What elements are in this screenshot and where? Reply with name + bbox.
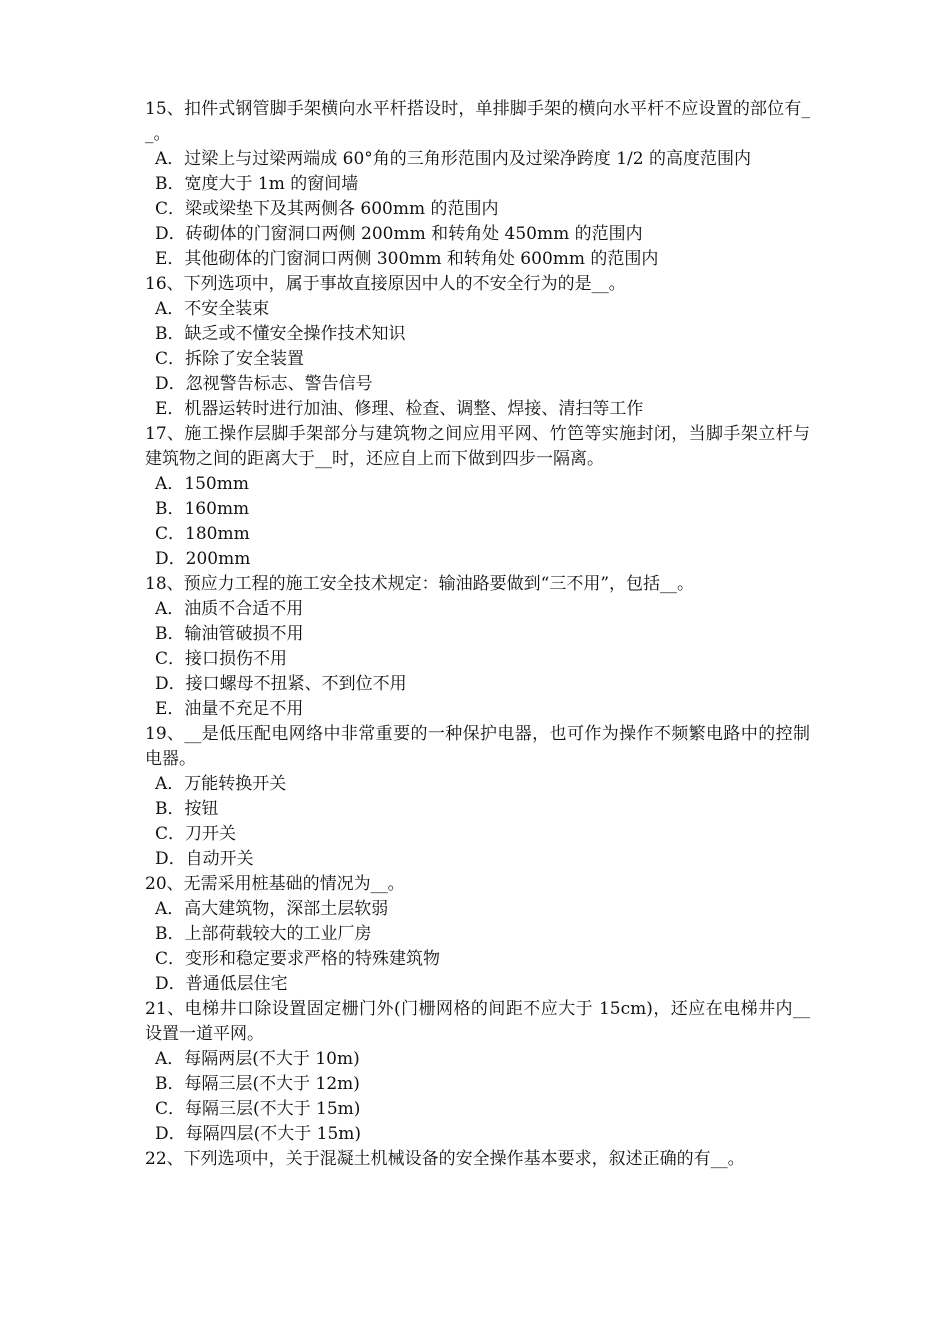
- option-a: A．万能转换开关: [155, 774, 287, 794]
- option-c: C．变形和稳定要求严格的特殊建筑物: [155, 949, 441, 969]
- question-20: [145, 872, 810, 997]
- question-17: [145, 422, 810, 572]
- option-b: B．160mm: [155, 499, 250, 519]
- option-c: C．刀开关: [155, 824, 237, 844]
- option-e: E．油量不充足不用: [155, 699, 304, 719]
- question-text: 16、下列选项中，属于事故直接原因中人的不安全行为的是__。: [145, 274, 626, 294]
- option-e: E．机器运转时进行加油、修理、检查、调整、焊接、清扫等工作: [155, 399, 644, 419]
- option-c: C．梁或梁垫下及其两侧各 600mm 的范围内: [155, 199, 499, 219]
- option-d: D．200mm: [155, 549, 251, 569]
- question-19: [145, 722, 810, 872]
- option-d: D．自动开关: [155, 849, 254, 869]
- option-a: A．油质不合适不用: [155, 599, 304, 619]
- option-c: C．180mm: [155, 524, 250, 544]
- option-a: A．150mm: [155, 474, 249, 494]
- option-a: A．过梁上与过梁两端成 60°角的三角形范围内及过梁净跨度 1/2 的高度范围内: [155, 149, 751, 169]
- question-text: 21、电梯井口除设置固定栅门外(门栅网格的间距不应大于 15cm)，还应在电梯井内__设置一道平网。: [145, 999, 810, 1044]
- option-d: D．砖砌体的门窗洞口两侧 200mm 和转角处 450mm 的范围内: [155, 224, 643, 244]
- option-c: C．拆除了安全装置: [155, 349, 305, 369]
- option-d: D．每隔四层(不大于 15m): [155, 1124, 362, 1144]
- question-text: 17、施工操作层脚手架部分与建筑物之间应用平网、竹笆等实施封闭，当脚手架立杆与建筑物之间的距离大于__时，还应自上而下做到四步一隔离。: [145, 424, 810, 469]
- question-text: 18、预应力工程的施工安全技术规定：输油路要做到“三不用”，包括__。: [145, 574, 695, 594]
- option-c: C．每隔三层(不大于 15m): [155, 1099, 361, 1119]
- option-a: A．高大建筑物，深部土层软弱: [155, 899, 389, 919]
- question-text: 20、无需采用桩基础的情况为__。: [145, 874, 405, 894]
- question-text: 15、扣件式钢管脚手架横向水平杆搭设时，单排脚手架的横向水平杆不应设置的部位有__。: [145, 99, 810, 144]
- option-a: A．不安全装束: [155, 299, 270, 319]
- option-b: B．按钮: [155, 799, 219, 819]
- option-b: B．缺乏或不懂安全操作技术知识: [155, 324, 406, 344]
- document-page: [145, 97, 810, 1172]
- option-b: B．每隔三层(不大于 12m): [155, 1074, 360, 1094]
- option-e: E．其他砌体的门窗洞口两侧 300mm 和转角处 600mm 的范围内: [155, 249, 659, 269]
- question-22: [145, 1147, 810, 1172]
- option-b: B．上部荷载较大的工业厂房: [155, 924, 372, 944]
- option-b: B．宽度大于 1m 的窗间墙: [155, 174, 359, 194]
- question-text: 19、__是低压配电网络中非常重要的一种保护电器，也可作为操作不频繁电路中的控制电器。: [145, 724, 810, 769]
- option-d: D．忽视警告标志、警告信号: [155, 374, 373, 394]
- question-18: [145, 572, 810, 722]
- option-d: D．接口螺母不扭紧、不到位不用: [155, 674, 407, 694]
- option-c: C．接口损伤不用: [155, 649, 288, 669]
- option-d: D．普通低层住宅: [155, 974, 288, 994]
- question-21: [145, 997, 810, 1147]
- question-16: [145, 272, 810, 422]
- option-a: A．每隔两层(不大于 10m): [155, 1049, 360, 1069]
- question-text: 22、下列选项中，关于混凝土机械设备的安全操作基本要求，叙述正确的有__。: [145, 1149, 745, 1169]
- option-b: B．输油管破损不用: [155, 624, 304, 644]
- question-15: [145, 97, 810, 272]
